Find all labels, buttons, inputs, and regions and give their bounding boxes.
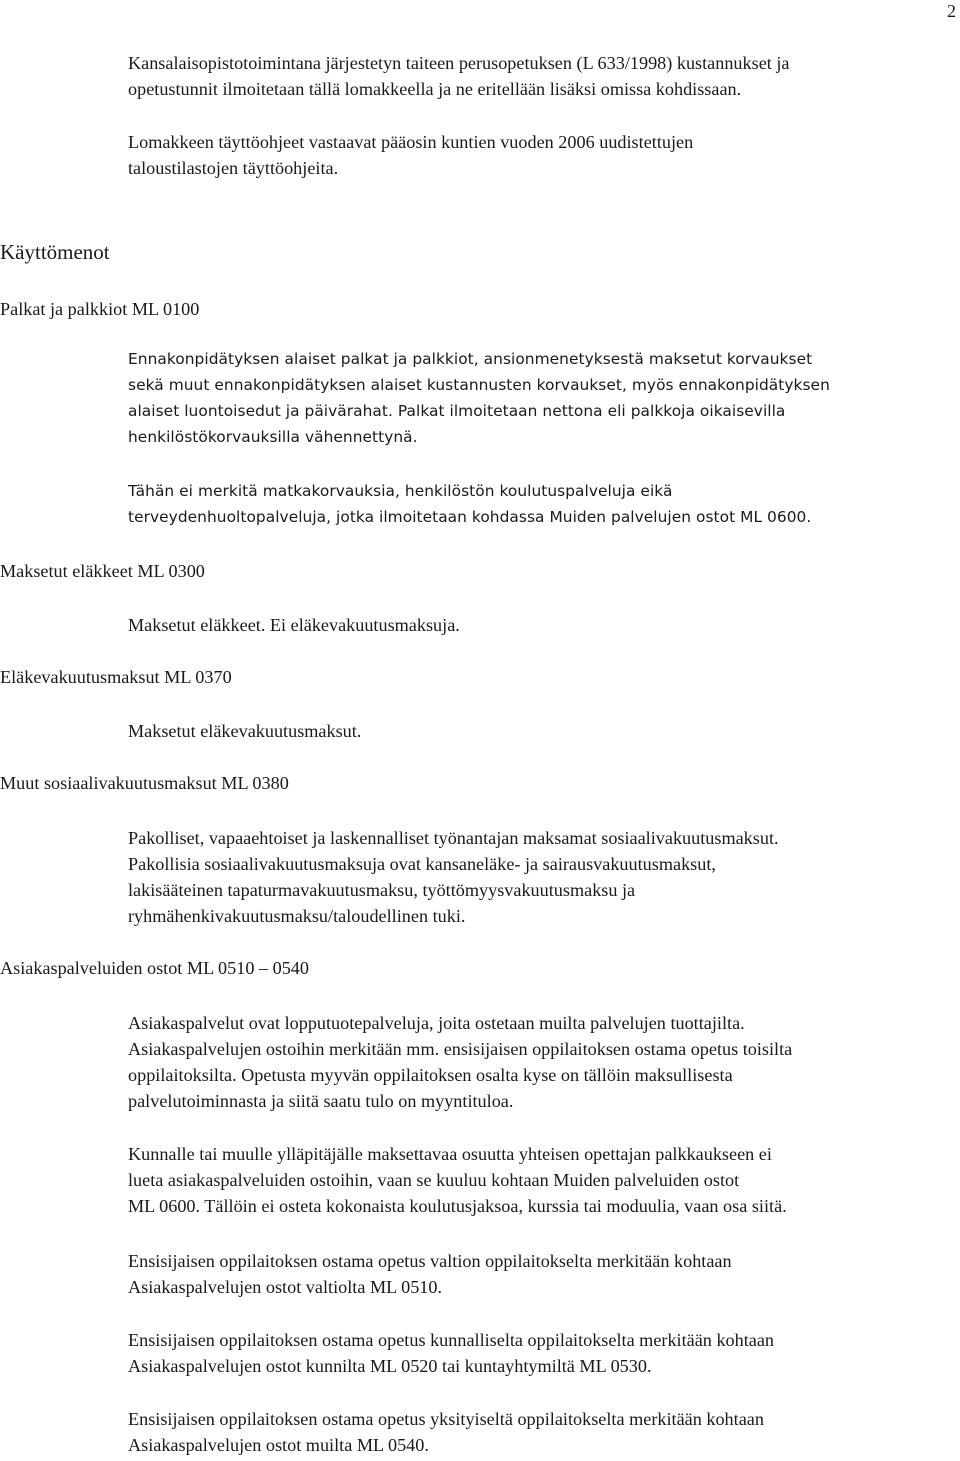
- section-title-kayttomenot: Käyttömenot: [0, 240, 110, 264]
- text-line: Tähän ei merkitä matkakorvauksia, henkilöstön koulutuspalveluja eikä: [128, 482, 673, 500]
- text-line: Asiakaspalvelut ovat lopputuotepalveluja, joita ostetaan muilta palvelujen tuottajilta.: [128, 1013, 745, 1033]
- text-line: ryhmähenkivakuutusmaksu/taloudellinen tuki.: [128, 906, 466, 926]
- subheading-sosiaalivakuutusmaksut: Muut sosiaalivakuutusmaksut ML 0380: [0, 773, 289, 793]
- text-line: Ensisijaisen oppilaitoksen ostama opetus yksityiseltä oppilaitokselta merkitään kohtaan: [128, 1409, 764, 1429]
- text-line: Asiakaspalvelujen ostot muilta ML 0540.: [128, 1435, 429, 1455]
- text-line: opetustunnit ilmoitetaan tällä lomakkeella ja ne eritellään lisäksi omissa kohdissaan.: [128, 79, 742, 99]
- text-line: lakisääteinen tapaturmavakuutusmaksu, työttömyysvakuutusmaksu ja: [128, 880, 636, 900]
- text-line: oppilaitoksilta. Opetusta myyvän oppilaitoksen osalta kyse on tällöin maksullisesta: [128, 1065, 733, 1085]
- text-line: Ensisijaisen oppilaitoksen ostama opetus valtion oppilaitokselta merkitään kohtaan: [128, 1251, 732, 1271]
- text-line: Maksetut eläkkeet. Ei eläkevakuutusmaksuja.: [128, 615, 460, 635]
- elakkeet-paragraph: [128, 612, 958, 638]
- text-line: terveydenhuoltopalveluja, jotka ilmoitetaan kohdassa Muiden palvelujen ostot ML 0600.: [128, 508, 812, 526]
- text-line: Asiakaspalvelujen ostot valtiolta ML 0510.: [128, 1277, 443, 1297]
- sosiaali-paragraph: [128, 825, 958, 929]
- text-line: sekä muut ennakonpidätyksen alaiset kustannusten korvaukset, myös ennakonpidätyksen: [128, 376, 830, 394]
- text-line: taloustilastojen täyttöohjeita.: [128, 158, 339, 178]
- text-line: Kunnalle tai muulle ylläpitäjälle maksettavaa osuutta yhteisen opettajan palkkaukseen ei: [128, 1144, 772, 1164]
- text-line: Ennakonpidätyksen alaiset palkat ja palkkiot, ansionmenetyksestä maksetut korvaukset: [128, 350, 813, 368]
- asiakas-paragraph-4: [128, 1327, 958, 1379]
- text-line: lueta asiakaspalveluiden ostoihin, vaan se kuuluu kohtaan Muiden palveluiden ostot: [128, 1170, 740, 1190]
- text-line: ML 0600. Tällöin ei osteta kokonaista koulutusjaksoa, kurssia tai moduulia, vaan osa siitä.: [128, 1196, 787, 1216]
- text-line: Lomakkeen täyttöohjeet vastaavat pääosin kuntien vuoden 2006 uudistettujen: [128, 132, 694, 152]
- text-line: Pakolliset, vapaaehtoiset ja laskennalliset työnantajan maksamat sosiaalivakuutusmaksut.: [128, 828, 779, 848]
- palkat-paragraph-2: [128, 478, 958, 530]
- text-line: Pakollisia sosiaalivakuutusmaksuja ovat kansaneläke- ja sairausvakuutusmaksut,: [128, 854, 716, 874]
- asiakas-paragraph-3: [128, 1248, 958, 1300]
- palkat-paragraph-1: [128, 346, 958, 450]
- subheading-elakevakuutusmaksut: Eläkevakuutusmaksut ML 0370: [0, 667, 232, 687]
- page-number: 2: [947, 1, 956, 21]
- elakevakuutus-paragraph: [128, 718, 958, 744]
- asiakas-paragraph-1: [128, 1010, 958, 1114]
- intro-paragraph-2: [128, 129, 958, 181]
- text-line: Kansalaisopistotoimintana järjestetyn taiteen perusopetuksen (L 633/1998) kustannukset ja: [128, 53, 790, 73]
- asiakas-paragraph-2: [128, 1141, 958, 1219]
- text-line: Asiakaspalvelujen ostot kunnilta ML 0520 tai kuntayhtymiltä ML 0530.: [128, 1356, 652, 1376]
- intro-paragraph-1: [128, 50, 958, 102]
- subheading-elakkeet: Maksetut eläkkeet ML 0300: [0, 561, 205, 581]
- text-line: Asiakaspalvelujen ostoihin merkitään mm. ensisijaisen oppilaitoksen ostama opetus toisilta: [128, 1039, 793, 1059]
- subheading-palkat: Palkat ja palkkiot ML 0100: [0, 299, 200, 319]
- text-line: Maksetut eläkevakuutusmaksut.: [128, 721, 362, 741]
- text-line: henkilöstökorvauksilla vähennettynä.: [128, 428, 418, 446]
- asiakas-paragraph-5: [128, 1406, 958, 1458]
- subheading-asiakaspalveluiden-ostot: Asiakaspalveluiden ostot ML 0510 – 0540: [0, 958, 309, 978]
- text-line: Ensisijaisen oppilaitoksen ostama opetus kunnalliselta oppilaitokselta merkitään kohtaan: [128, 1330, 775, 1350]
- text-line: alaiset luontoisedut ja päivärahat. Palkat ilmoitetaan nettona eli palkkoja oikaisevilla: [128, 402, 786, 420]
- text-line: palvelutoiminnasta ja siitä saatu tulo on myyntituloa.: [128, 1091, 514, 1111]
